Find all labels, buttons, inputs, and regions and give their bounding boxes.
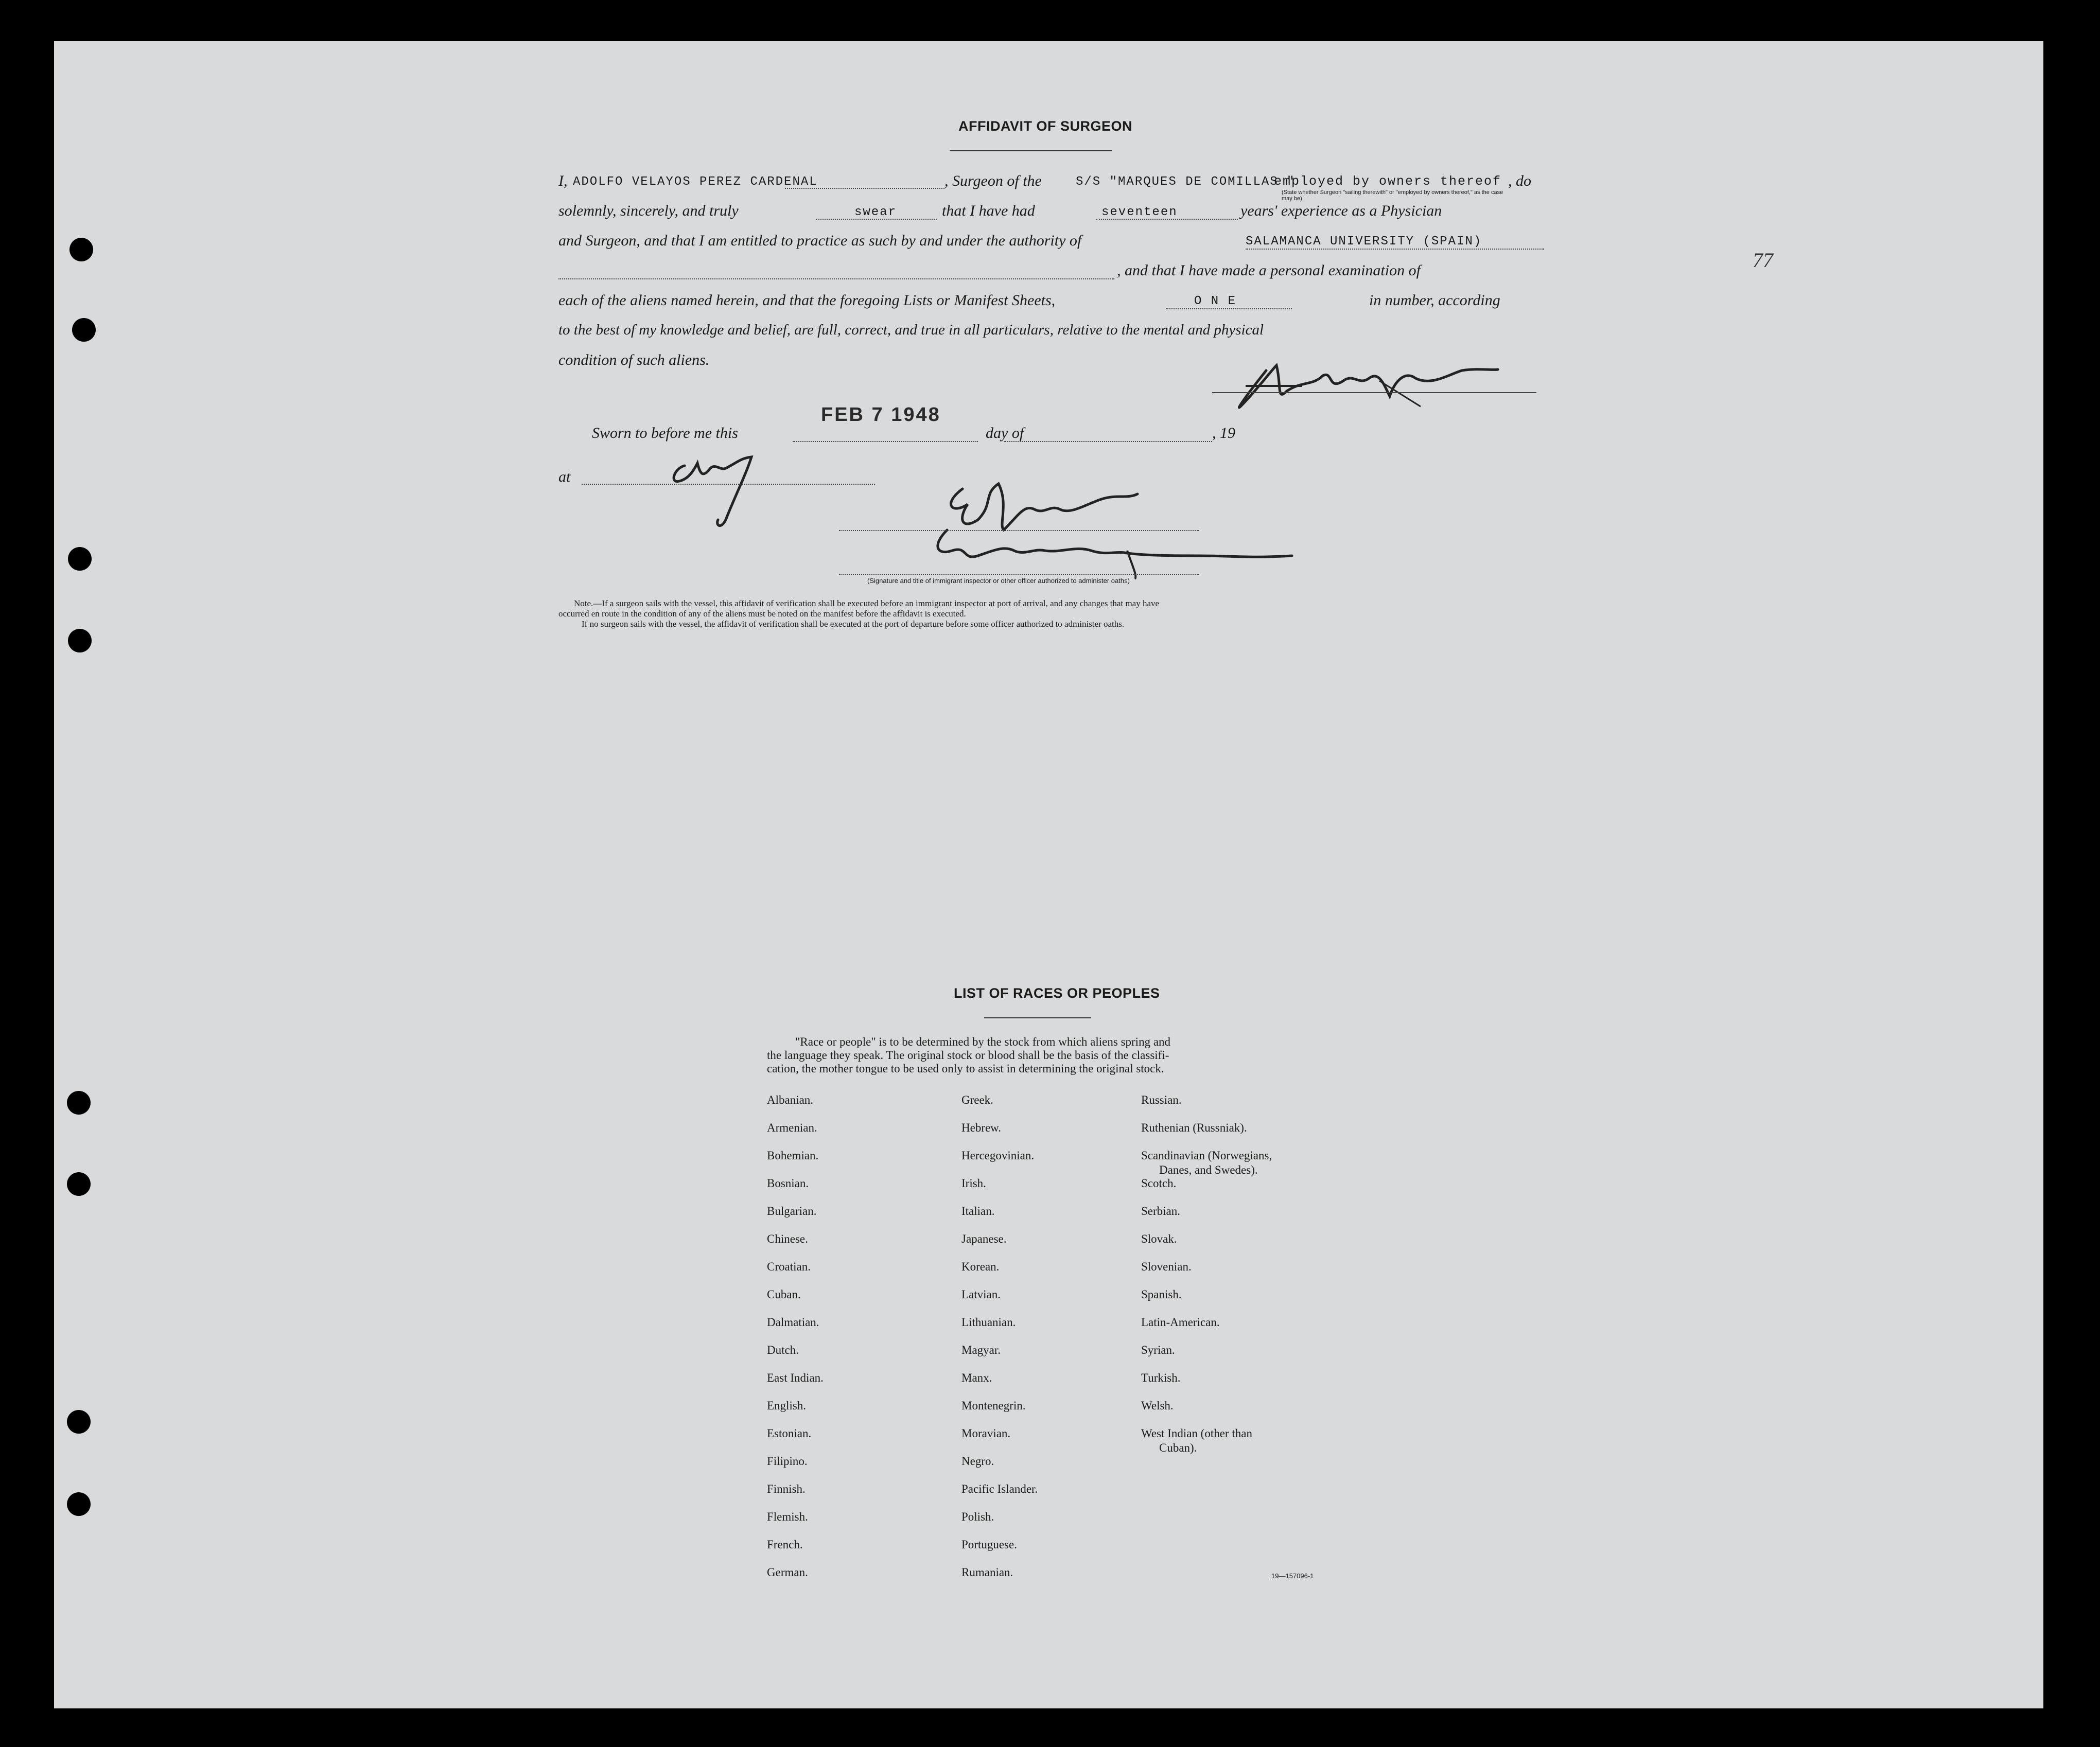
race-item: Scotch. — [1141, 1177, 1177, 1190]
note-line-3: If no surgeon sails with the vessel, the affidavit of verification shall be executed at the port of departure before some officer authorized to administer oaths. — [582, 619, 1125, 629]
surgeon-signature-line — [1212, 392, 1536, 393]
races-intro-2: the language they speak. The original stock or blood shall be the basis of the classifi- — [767, 1049, 1169, 1062]
binder-hole — [67, 1091, 91, 1115]
inspector-caption: (Signature and title of immigrant inspector or other officer authorized to administer oaths) — [867, 577, 1130, 585]
races-intro-1: "Race or people" is to be determined by the stock from which aliens spring and — [795, 1035, 1171, 1048]
date-stamp: FEB 7 1948 — [821, 404, 941, 426]
binder-hole — [68, 547, 92, 571]
race-item: German. — [767, 1566, 808, 1579]
affidavit-line-7: condition of such aliens. — [558, 351, 710, 368]
form-number: 19—157096-1 — [1271, 1572, 1314, 1580]
race-item: Korean. — [961, 1260, 1000, 1273]
race-item: Dutch. — [767, 1344, 799, 1356]
inspector-signature-line — [839, 530, 1199, 531]
affidavit-line-2 — [558, 202, 1537, 223]
race-item: Filipino. — [767, 1455, 808, 1468]
document-sheet — [54, 41, 2043, 1708]
race-item: Flemish. — [767, 1510, 808, 1523]
races-title: LIST OF RACES OR PEOPLES — [954, 985, 1160, 1001]
text-each-of-aliens: each of the aliens named herein, and that the foregoing Lists or Manifest Sheets, — [558, 292, 1056, 309]
race-item: Scandinavian (Norwegians, — [1141, 1149, 1272, 1162]
race-item: Albanian. — [767, 1093, 814, 1106]
sheet-count: O N E — [1194, 294, 1237, 308]
affidavit-line-6: to the best of my knowledge and belief, are full, correct, and true in all particulars, relative to the mental and physical — [558, 322, 1264, 338]
binder-hole — [69, 238, 93, 261]
race-item: Manx. — [961, 1371, 992, 1384]
binder-hole — [68, 629, 92, 652]
race-item: West Indian (other than — [1141, 1427, 1252, 1440]
race-item: French. — [767, 1538, 803, 1551]
race-item: Negro. — [961, 1455, 994, 1468]
race-item: Welsh. — [1141, 1399, 1174, 1412]
text-that-i-have-had: that I have had — [942, 202, 1035, 219]
race-item: Latin-American. — [1141, 1316, 1220, 1329]
race-item: Cuban). — [1159, 1441, 1197, 1454]
race-item: Dalmatian. — [767, 1316, 819, 1329]
race-item: Serbian. — [1141, 1205, 1181, 1217]
race-item: Latvian. — [961, 1288, 1001, 1301]
binder-hole — [67, 1172, 91, 1196]
race-item: Ruthenian (Russniak). — [1141, 1121, 1247, 1134]
affidavit-line-5 — [558, 292, 1537, 312]
text-in-number: in number, according — [1369, 292, 1500, 309]
race-item: Cuban. — [767, 1288, 801, 1301]
text-solemnly: solemnly, sincerely, and truly — [558, 202, 739, 219]
race-item: Hebrew. — [961, 1121, 1002, 1134]
race-item: Irish. — [961, 1177, 986, 1190]
employment-note: (State whether Surgeon "sailing therewith" or "employed by owners thereof," as the case may be) — [1282, 189, 1503, 202]
years-experience: seventeen — [1101, 205, 1178, 219]
text-do: , do — [1508, 172, 1531, 189]
race-item: Hercegovinian. — [961, 1149, 1035, 1162]
race-item: Bohemian. — [767, 1149, 819, 1162]
binder-hole — [72, 318, 96, 342]
text-years-experience: years' experience as a Physician — [1240, 202, 1442, 219]
affidavit-title: AFFIDAVIT OF SURGEON — [958, 118, 1132, 134]
race-item: Greek. — [961, 1093, 993, 1106]
binder-hole — [67, 1410, 91, 1434]
races-intro-3: cation, the mother tongue to be used only to assist in determining the original stock. — [767, 1062, 1164, 1075]
oath-type: swear — [854, 205, 897, 219]
race-item: Polish. — [961, 1510, 994, 1523]
race-item: Lithuanian. — [961, 1316, 1016, 1329]
note-line-1: Note.—If a surgeon sails with the vessel, this affidavit of verification shall be executed before an immigrant inspector at port of arrival, and any changes that may have — [574, 598, 1160, 608]
race-item: Armenian. — [767, 1121, 817, 1134]
text-19: , 19 — [1212, 425, 1235, 442]
text-i: I, — [558, 172, 568, 189]
race-item: Russian. — [1141, 1093, 1182, 1106]
text-surgeon-of: , Surgeon of the — [944, 172, 1042, 189]
inspector-title-line — [839, 574, 1199, 575]
race-item: East Indian. — [767, 1371, 824, 1384]
at-label: at — [558, 468, 571, 485]
race-item: Croatian. — [767, 1260, 811, 1273]
race-item: Estonian. — [767, 1427, 812, 1440]
employment-status: employed by owners thereof — [1274, 174, 1502, 189]
race-item: Pacific Islander. — [961, 1483, 1038, 1495]
race-item: Chinese. — [767, 1232, 808, 1245]
race-item: Japanese. — [961, 1232, 1007, 1245]
race-item: Slovak. — [1141, 1232, 1177, 1245]
note-line-2: occurred en route in the condition of any of the aliens must be noted on the manifest before the affidavit is executed. — [558, 609, 966, 619]
race-item: Portuguese. — [961, 1538, 1017, 1551]
binder-hole — [67, 1492, 91, 1516]
race-item: Syrian. — [1141, 1344, 1175, 1356]
inspector-signature — [839, 473, 1318, 581]
race-item: Turkish. — [1141, 1371, 1181, 1384]
race-item: Spanish. — [1141, 1288, 1182, 1301]
page-number: 77 — [1753, 249, 1773, 272]
location-handwriting — [664, 448, 782, 535]
race-item: Moravian. — [961, 1427, 1011, 1440]
text-day-of: day of — [986, 425, 1024, 442]
race-item: Magyar. — [961, 1344, 1001, 1356]
race-item: English. — [767, 1399, 807, 1412]
affidavit-line-3 — [558, 232, 1537, 253]
sworn-line — [592, 404, 1312, 445]
title-underline — [950, 150, 1112, 151]
licensing-authority: SALAMANCA UNIVERSITY (SPAIN) — [1246, 235, 1482, 249]
affidavit-line-4 — [558, 262, 1537, 283]
race-item: Finnish. — [767, 1483, 806, 1495]
race-item: Montenegrin. — [961, 1399, 1026, 1412]
surgeon-name: ADOLFO VELAYOS PEREZ CARDENAL — [573, 175, 818, 189]
race-item: Slovenian. — [1141, 1260, 1192, 1273]
surgeon-signature — [1225, 350, 1503, 422]
race-item: Rumanian. — [961, 1566, 1013, 1579]
race-item: Bosnian. — [767, 1177, 809, 1190]
text-personal-examination: , and that I have made a personal examination of — [1117, 262, 1421, 279]
text-sworn-before-me: Sworn to before me this — [592, 425, 738, 442]
race-item: Italian. — [961, 1205, 995, 1217]
race-item: Danes, and Swedes). — [1159, 1163, 1258, 1176]
text-and-surgeon: and Surgeon, and that I am entitled to practice as such by and under the authority of — [558, 232, 1082, 249]
races-title-underline — [984, 1017, 1091, 1018]
race-item: Bulgarian. — [767, 1205, 817, 1217]
vessel-name: S/S "MARQUES DE COMILLAS " — [1076, 175, 1296, 189]
